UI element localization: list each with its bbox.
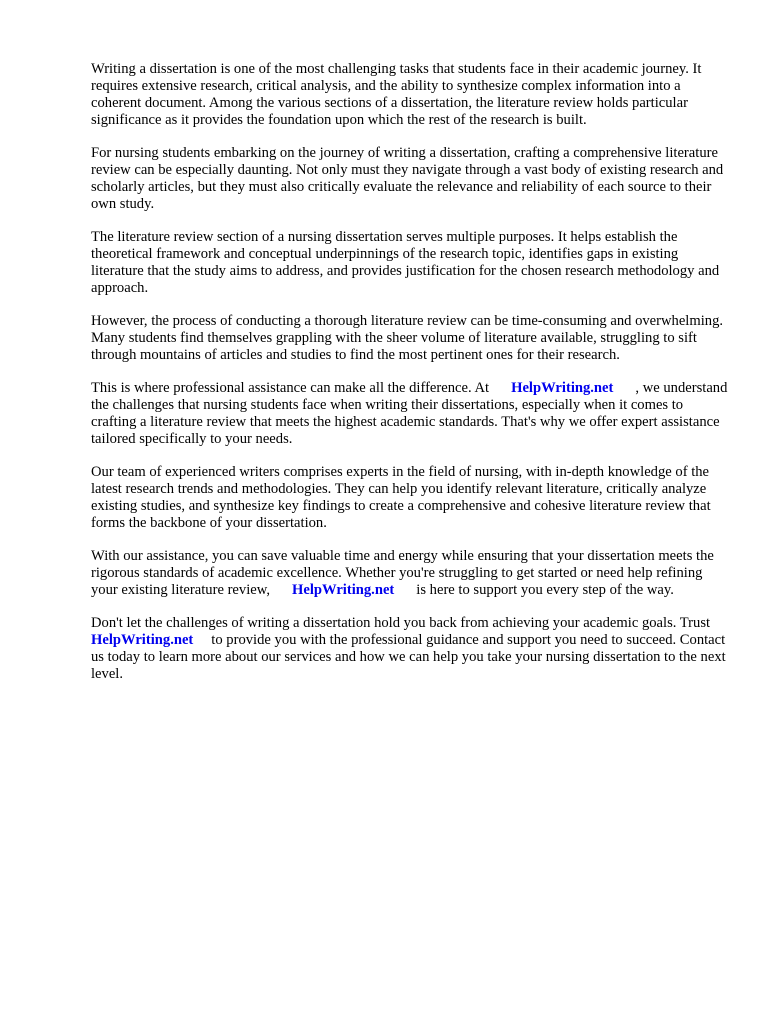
paragraph-text: to provide you with the professional guidance and support you need to succeed. Contact us today to learn more about our services and how we can help you take your nursing dissertation to the next level. xyxy=(91,632,726,682)
paragraph-professional-assistance xyxy=(91,380,731,448)
paragraph-assistance xyxy=(91,548,731,599)
helpwriting-link[interactable]: HelpWriting.net xyxy=(291,582,395,598)
paragraph-intro: Writing a dissertation is one of the most challenging tasks that students face in their academic journey. It requires extensive research, critical analysis, and the ability to synthesize complex information into a coherent document. Among the various sections of a dissertation, the literature review holds particular significance as it provides the foundation upon which the rest of the research is built. xyxy=(91,61,702,128)
paragraph-team: Our team of experienced writers comprises experts in the field of nursing, with in-depth knowledge of the latest research trends and methodologies. They can help you identify relevant literature, critically analyze existing studies, and synthesize key findings to create a comprehensive and cohesive literature review that forms the backbone of your dissertation. xyxy=(91,464,711,531)
helpwriting-link[interactable]: HelpWriting.net xyxy=(511,380,614,396)
document-page xyxy=(91,61,731,699)
paragraph-text: With our assistance, you can save valuable time and energy while ensuring that your dissertation meets the rigorous standards of academic excellence. Whether you're struggling to get started or need help refining your existing literature review, xyxy=(91,548,714,598)
paragraph-nursing-students: For nursing students embarking on the journey of writing a dissertation, crafting a comprehensive literature review can be especially daunting. Not only must they navigate through a vast body of existing research and scholarly articles, but they must also critically evaluate the relevance and reliability of each source to their own study. xyxy=(91,145,724,212)
paragraph-closing xyxy=(91,615,731,683)
helpwriting-link[interactable]: HelpWriting.net xyxy=(91,632,194,648)
paragraph-purposes: The literature review section of a nursing dissertation serves multiple purposes. It helps establish the theoretical framework and conceptual underpinnings of the research topic, identifies gaps in existing literature that the study aims to address, and provides justification for the chosen research methodology and approach. xyxy=(91,229,720,296)
paragraph-text: is here to support you every step of the way. xyxy=(416,582,674,598)
paragraph-text: This is where professional assistance can make all the difference. At xyxy=(91,380,490,396)
paragraph-process: However, the process of conducting a thorough literature review can be time-consuming and overwhelming. Many students find themselves grappling with the sheer volume of literature available, struggling to sift through mountains of articles and studies to find the most pertinent ones for their research. xyxy=(91,313,724,363)
paragraph-text: Don't let the challenges of writing a dissertation hold you back from achieving your academic goals. Trust xyxy=(91,615,711,631)
paragraph-text: , we understand the challenges that nursing students face when writing their dissertations, especially when it comes to crafting a literature review that meets the highest academic standards. That's why we offer expert assistance tailored specifically to your needs. xyxy=(91,380,728,447)
